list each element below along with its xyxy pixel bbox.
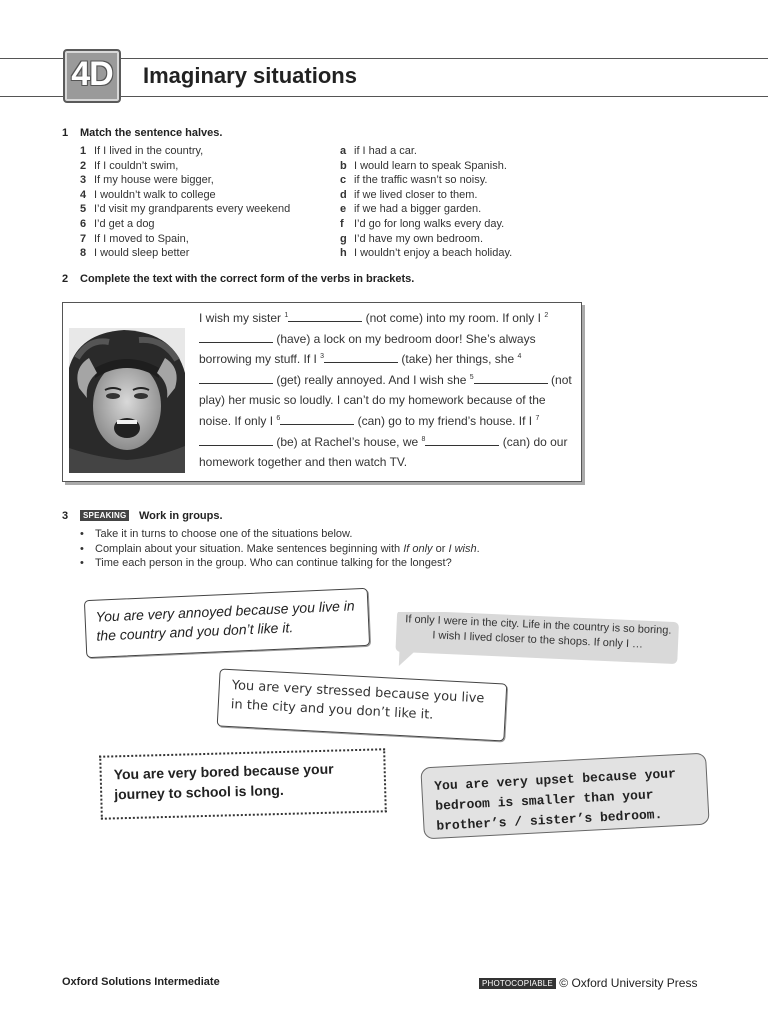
ex1-instruction: Match the sentence halves. [80, 127, 223, 139]
list-item: • Take it in turns to choose one of the situations below. [80, 527, 480, 542]
ex3-bullets [80, 527, 480, 571]
unit-badge [63, 49, 121, 103]
list-item: f I’d go for long walks every day. [340, 217, 505, 230]
situation-card-4 [420, 753, 709, 840]
gap-6[interactable] [280, 414, 354, 425]
list-item: 1 If I lived in the country, [80, 145, 204, 157]
list-item: 7 If I moved to Spain, [80, 232, 189, 245]
situation-card-1-text: You are very annoyed because you live in the country and you don’t like it. [95, 597, 355, 644]
list-item: b I would learn to speak Spanish. [340, 159, 507, 172]
list-item: e if we had a bigger garden. [340, 203, 482, 216]
list-item: 8 I would sleep better [80, 247, 190, 260]
ex1-number: 1 [62, 127, 69, 139]
list-item: g I’d have my own bedroom. [340, 232, 484, 245]
footer-book-title: Oxford Solutions Intermediate [62, 976, 220, 988]
speech-bubble-text: If only I were in the city. Life in the country is so boring. I wish I lived closer to the shops. If only I … [405, 613, 672, 651]
situation-card-3-text: You are very bored because your journey to school is long. [113, 760, 334, 803]
list-item: 6 I’d get a dog [80, 217, 155, 230]
situation-card-2-text: You are very stressed because you live in the city and you don’t like it. [230, 678, 485, 723]
list-item: a if I had a car. [340, 145, 417, 157]
list-item: • Time each person in the group. Who can continue talking for the longest? [80, 556, 480, 571]
unit-badge-label: 4D [71, 55, 113, 93]
list-item: 5 I’d visit my grandparents every weekend [80, 203, 291, 216]
girl-photo [69, 328, 185, 473]
footer-copyright [479, 976, 697, 990]
gap-fill-text: I wish my sister $^1$ (not come) into my room. If only I $^2$ (have) a lock on my bedroom door! She’s always borrowing my stuff. If I $^3$ (take) her things, she $^4$ (get) really annoyed. And I wish she $^5$ (not play) her music so loudly. I can’t do my homework because of the noise. If only I $^6$ (can) go to my friend’s house. If I $^7$ (be) at Rachel’s house, we $^8$ (can) do our homework together and then watch TV. [199, 311, 572, 470]
list-item: c if the traffic wasn’t so noisy. [340, 174, 488, 187]
gap-4[interactable] [199, 373, 273, 384]
situation-card-2 [217, 669, 508, 742]
gap-8[interactable] [425, 435, 499, 446]
list-item: h I wouldn’t enjoy a beach holiday. [340, 247, 513, 260]
photocopiable-badge: PHOTOCOPIABLE [479, 978, 556, 989]
list-item: d if we lived closer to them. [340, 188, 478, 201]
list-item: 2 If I couldn’t swim, [80, 159, 179, 172]
ex3-number: 3 [62, 510, 69, 522]
ex2-instruction: Complete the text with the correct form of the verbs in brackets. [80, 273, 415, 285]
speaking-badge: SPEAKING [80, 510, 129, 521]
ex3-instruction: Work in groups. [139, 510, 223, 522]
situation-card-3 [99, 748, 387, 819]
list-item: • Complain about your situation. Make sentences beginning with If only or I wish. [80, 542, 480, 557]
page-title: Imaginary situations [143, 63, 357, 88]
ex1-right-list [340, 144, 512, 261]
gap-7[interactable] [199, 435, 273, 446]
gap-3[interactable] [324, 352, 398, 363]
situation-card-1 [84, 588, 370, 658]
list-item: 4 I wouldn’t walk to college [80, 188, 216, 201]
ex2-number: 2 [62, 273, 69, 285]
gap-1[interactable] [288, 311, 362, 322]
footer-publisher: © Oxford University Press [559, 976, 698, 990]
ex1-left-list [80, 144, 290, 261]
gap-2[interactable] [199, 332, 273, 343]
gap-5[interactable] [474, 373, 548, 384]
list-item: 3 If my house were bigger, [80, 174, 214, 187]
situation-card-4-text: You are very upset because your bedroom is smaller than your brother’s / sister’s bedroom. [433, 766, 677, 834]
